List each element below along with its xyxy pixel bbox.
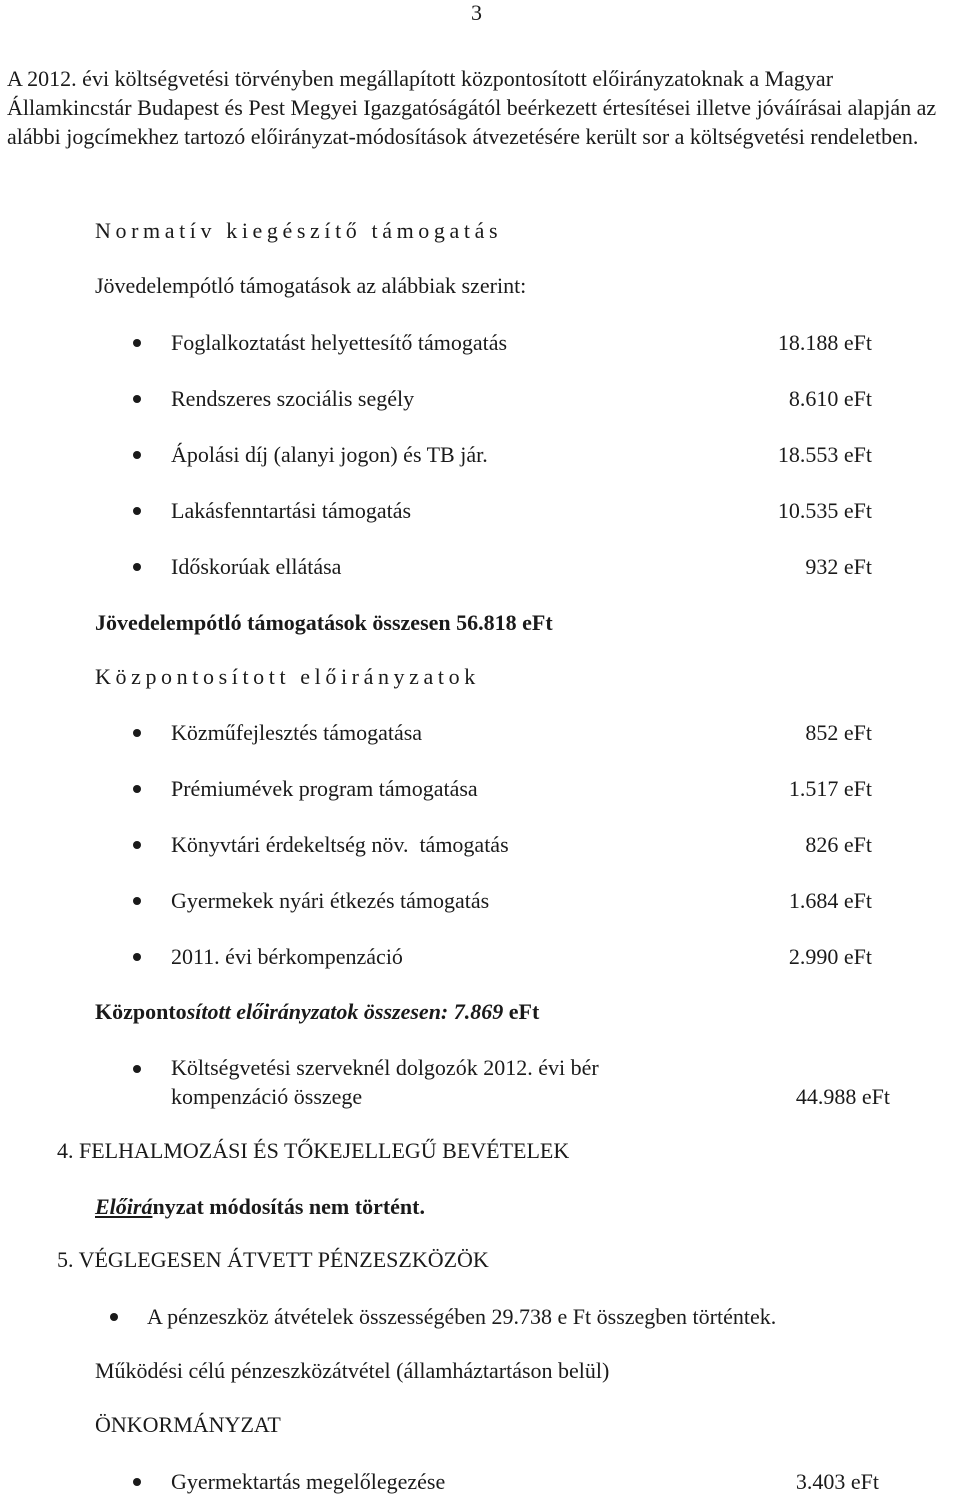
- item-label: Gyermekek nyári étkezés támogatás: [171, 888, 490, 913]
- item-label: Foglalkoztatást helyettesítő támogatás: [171, 330, 508, 355]
- item-value: 2.990 eFt: [788, 944, 872, 969]
- bullet-icon: [133, 563, 141, 571]
- bullet-icon: [133, 339, 141, 347]
- bullet-icon: [133, 451, 141, 459]
- item-value: 10.535 eFt: [777, 498, 872, 523]
- note-part: nyzat módosítás nem történt.: [152, 1194, 425, 1219]
- bullet-icon: [110, 1313, 118, 1321]
- item-value: 18.188 eFt: [777, 330, 872, 355]
- page-number: 3: [471, 0, 482, 25]
- normativ-total: Jövedelempótló támogatások összesen 56.818 eFt: [95, 610, 553, 635]
- note-part: Előirá: [95, 1194, 153, 1219]
- total-part: eFt: [503, 999, 540, 1024]
- item-value: 826 eFt: [805, 832, 872, 857]
- bullet-icon: [133, 729, 141, 737]
- bullet-icon: [133, 841, 141, 849]
- total-part: sított előirányzatok összesen: 7.: [186, 999, 471, 1024]
- normativ-heading: Normatív kiegészítő támogatás: [95, 218, 503, 243]
- section5-bullet: A pénzeszköz átvételek összességében 29.738 e Ft összegben történtek.: [147, 1304, 777, 1329]
- item-value: 932 eFt: [805, 554, 872, 579]
- item-value: 3.403 eFt: [795, 1469, 879, 1494]
- kozpontositott-heading: Központosított előirányzatok: [95, 664, 480, 689]
- section5-group: ÖNKORMÁNYZAT: [95, 1412, 281, 1437]
- total-part: 869: [470, 999, 504, 1024]
- section5-heading: 5. VÉGLEGESEN ÁTVETT PÉNZESZKÖZÖK: [57, 1247, 489, 1272]
- section5-subheading: Működési célú pénzeszközátvétel (államháztartáson belül): [95, 1358, 610, 1383]
- item-label-line2: kompenzáció összege: [171, 1084, 363, 1109]
- item-label-line1: Költségvetési szerveknél dolgozók 2012. évi bér: [171, 1055, 599, 1080]
- total-part: Központo: [95, 999, 187, 1024]
- bullet-icon: [133, 785, 141, 793]
- intro-paragraph: A 2012. évi költségvetési törvényben megállapított központosított előirányzatoknak a Magyar Államkincstár Budapest és Pest Megyei Igazgatóságától beérkezett értesítései illetve jóváírásai alapján az alábbi jogcímekhez tartozó előirányzat-módosítások átvezetésére került sor a költségvetési rendeletben.: [7, 66, 937, 149]
- item-label: Gyermektartás megelőlegezése: [171, 1469, 446, 1494]
- item-label: 2011. évi bérkompenzáció: [171, 944, 403, 969]
- item-value: 1.684 eFt: [788, 888, 872, 913]
- item-label: Közműfejlesztés támogatása: [171, 720, 423, 745]
- item-value: 18.553 eFt: [777, 442, 872, 467]
- item-label: Lakásfenntartási támogatás: [171, 498, 412, 523]
- bullet-icon: [133, 953, 141, 961]
- bullet-icon: [133, 507, 141, 515]
- item-label: Ápolási díj (alanyi jogon) és TB jár.: [171, 442, 488, 467]
- kozpontositott-total: [95, 997, 539, 1026]
- section4-note: [95, 1192, 425, 1221]
- item-value: 8.610 eFt: [788, 386, 872, 411]
- item-value: 852 eFt: [805, 720, 872, 745]
- section4-heading: 4. FELHALMOZÁSI ÉS TŐKEJELLEGŰ BEVÉTELEK: [57, 1138, 570, 1163]
- item-label: Időskorúak ellátása: [171, 554, 342, 579]
- normativ-subheading: Jövedelempótló támogatások az alábbiak szerint:: [95, 273, 527, 298]
- item-label: Prémiumévek program támogatása: [171, 776, 478, 801]
- item-value: 44.988 eFt: [795, 1084, 890, 1109]
- bullet-icon: [133, 897, 141, 905]
- bullet-icon: [133, 1065, 141, 1073]
- item-label: Rendszeres szociális segély: [171, 386, 415, 411]
- item-value: 1.517 eFt: [788, 776, 872, 801]
- bullet-icon: [133, 1478, 141, 1486]
- item-label: Könyvtári érdekeltség növ. támogatás: [171, 832, 509, 857]
- bullet-icon: [133, 395, 141, 403]
